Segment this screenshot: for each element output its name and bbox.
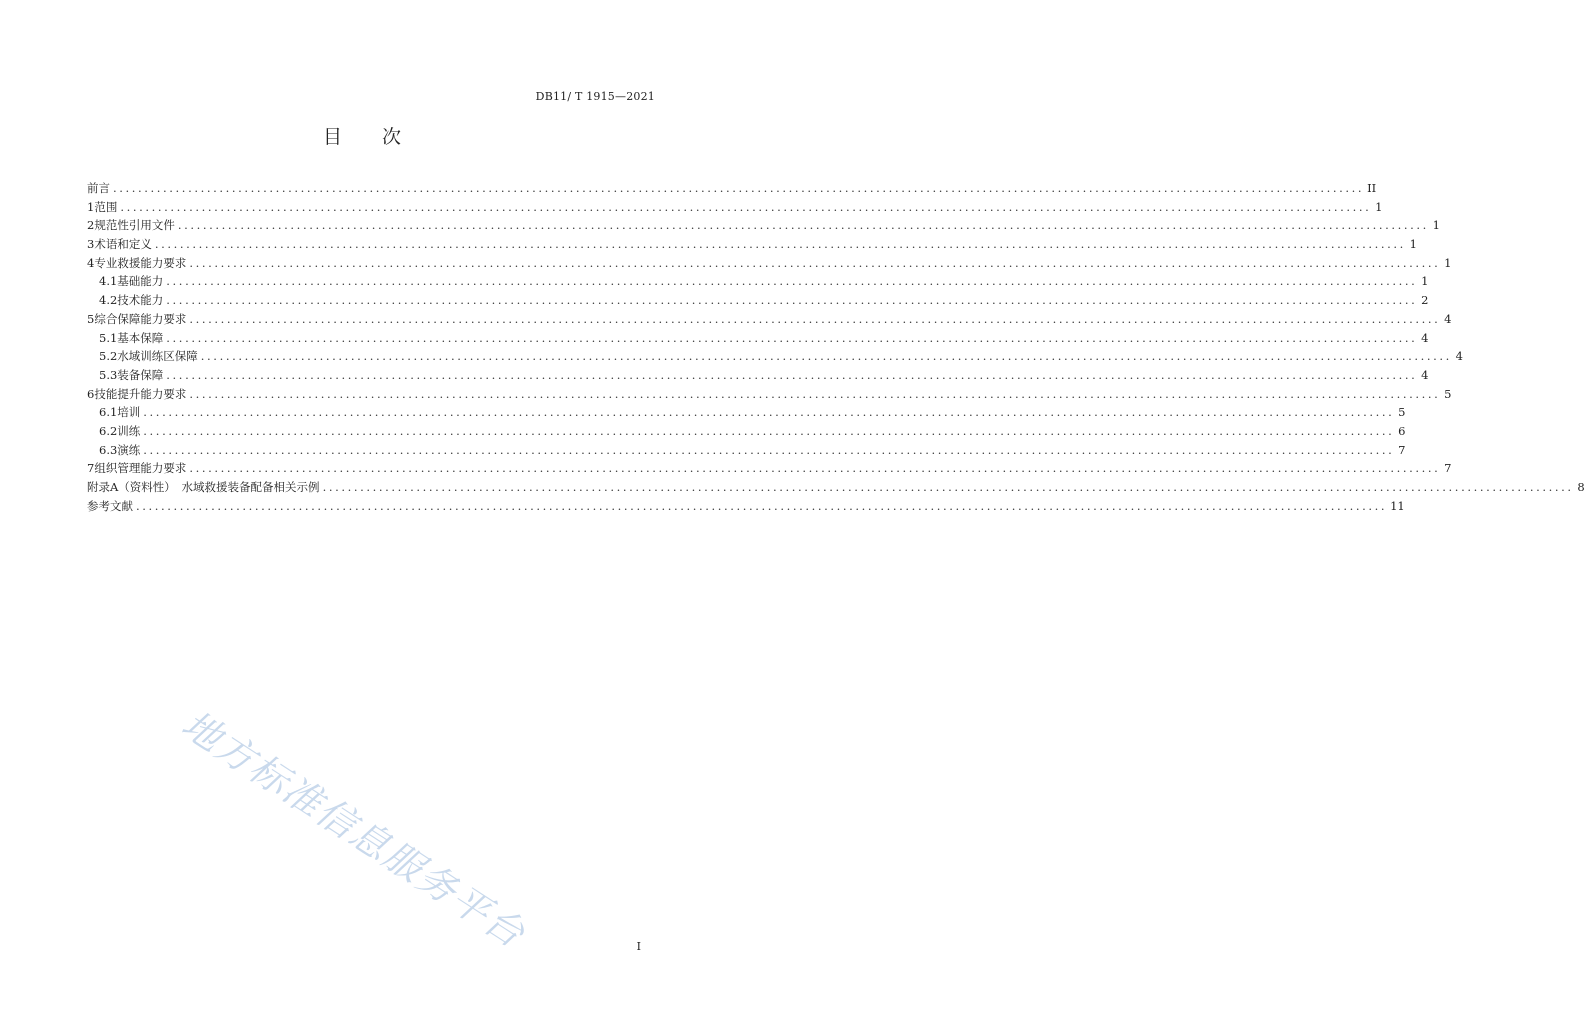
toc-leader-dots: ........................................................................................................................................................................................................: [113, 181, 1365, 195]
toc-entry-number: 4.1: [99, 274, 118, 289]
toc-entry-page: 4: [1455, 349, 1463, 364]
toc-entry-page: 8: [1577, 480, 1585, 494]
toc-entry-title: 参考文献: [87, 498, 133, 513]
toc-entry-title: 基本保障: [117, 330, 164, 345]
toc-entry[interactable]: [87, 273, 1429, 292]
toc-leader-dots: ........................................................................................................................................................................................................: [143, 423, 1395, 438]
toc-leader-dots: ........................................................................................................................................................................................................: [189, 461, 1441, 476]
table-of-contents: [87, 180, 1585, 516]
toc-entry-number: 3: [87, 237, 95, 252]
toc-entry-title: 水域训练区保障: [117, 349, 198, 364]
toc-entry[interactable]: [87, 311, 1452, 330]
toc-leader-dots: ........................................................................................................................................................................................................: [166, 367, 1418, 382]
toc-entry-page: 5: [1444, 386, 1452, 401]
toc-leader-dots: ........................................................................................................................................................................................................: [200, 349, 1452, 364]
toc-entry[interactable]: [87, 460, 1452, 479]
toc-entry-page: 4: [1421, 367, 1429, 382]
toc-entry-title: 专业救援能力要求: [94, 255, 187, 270]
toc-entry-page: 2: [1421, 293, 1429, 308]
toc-leader-dots: ........................................................................................................................................................................................................: [166, 293, 1418, 308]
toc-entry-page: 4: [1421, 330, 1429, 345]
toc-entry-number: 6.2: [99, 423, 118, 438]
toc-entry-page: 1: [1421, 274, 1429, 289]
toc-entry-number: 6: [87, 386, 95, 401]
toc-entry-title: 装备保障: [117, 367, 164, 382]
toc-entry-page: 4: [1444, 311, 1452, 326]
toc-entry-number: 4: [87, 255, 95, 270]
toc-entry[interactable]: [87, 180, 1377, 199]
toc-entry[interactable]: [87, 255, 1452, 274]
toc-entry-number: 5.1: [99, 330, 118, 345]
toc-leader-dots: ........................................................................................................................................................................................................: [143, 405, 1395, 420]
toc-leader-dots: ........................................................................................................................................................................................................: [120, 199, 1372, 214]
toc-entry-title: 规范性引用文件: [94, 218, 175, 233]
title-char-2: 次: [382, 126, 402, 148]
toc-leader-dots: ........................................................................................................................................................................................................: [177, 218, 1429, 233]
toc-entry-page: II: [1367, 181, 1377, 195]
toc-entry-title: 综合保障能力要求: [94, 311, 187, 326]
toc-entry-number: 7: [87, 461, 95, 476]
page-number: I: [636, 940, 641, 953]
toc-entry-page: 5: [1398, 405, 1406, 420]
toc-entry[interactable]: [87, 386, 1452, 405]
toc-entry-title: 前言: [87, 181, 110, 195]
toc-entry-number: 1: [87, 199, 95, 214]
toc-entry-number: 5.3: [99, 367, 118, 382]
toc-entry-number: 6.3: [99, 442, 118, 457]
toc-entry-title: 术语和定义: [94, 237, 152, 252]
toc-entry-title: 培训: [117, 405, 141, 420]
toc-leader-dots: ........................................................................................................................................................................................................: [154, 237, 1406, 252]
toc-entry-title: 附录A（资料性） 水域救援装备配备相关示例: [87, 480, 320, 494]
toc-entry-page: 1: [1444, 255, 1452, 270]
toc-leader-dots: ........................................................................................................................................................................................................: [143, 442, 1395, 457]
toc-leader-dots: ........................................................................................................................................................................................................: [166, 330, 1418, 345]
toc-entry-title: 技能提升能力要求: [94, 386, 187, 401]
toc-leader-dots: ........................................................................................................................................................................................................: [189, 255, 1441, 270]
toc-leader-dots: ........................................................................................................................................................................................................: [189, 311, 1441, 326]
toc-entry-page: 1: [1432, 218, 1440, 233]
toc-entry[interactable]: [87, 442, 1406, 461]
toc-entry-number: 5.2: [99, 349, 118, 364]
toc-leader-dots: ........................................................................................................................................................................................................: [166, 274, 1418, 289]
toc-entry-title: 范围: [94, 199, 118, 214]
toc-entry[interactable]: [87, 367, 1429, 386]
watermark: 地方标准信息服务平台: [174, 701, 534, 957]
toc-entry[interactable]: [87, 217, 1440, 236]
toc-entry-page: 7: [1398, 442, 1406, 457]
toc-entry[interactable]: [87, 236, 1417, 255]
toc-entry-page: 1: [1375, 199, 1383, 214]
toc-leader-dots: ........................................................................................................................................................................................................: [136, 498, 1388, 513]
toc-entry[interactable]: [87, 292, 1429, 311]
toc-entry-page: 11: [1390, 498, 1405, 513]
toc-entry-page: 1: [1409, 237, 1417, 252]
toc-leader-dots: ........................................................................................................................................................................................................: [322, 480, 1574, 494]
toc-entry-title: 技术能力: [117, 293, 164, 308]
toc-entry[interactable]: [87, 348, 1463, 367]
toc-entry-number: 6.1: [99, 405, 118, 420]
toc-entry-title: 训练: [117, 423, 141, 438]
title-char-1: 目: [322, 126, 342, 148]
toc-entry-number: 4.2: [99, 293, 118, 308]
document-code: DB11/ T 1915—2021: [535, 90, 655, 103]
toc-entry-title: 基础能力: [117, 274, 164, 289]
toc-entry-number: 2: [87, 218, 95, 233]
toc-entry[interactable]: [87, 423, 1406, 442]
toc-entry[interactable]: [87, 498, 1405, 517]
page-title: [0, 122, 724, 149]
toc-entry[interactable]: [87, 404, 1406, 423]
toc-entry-title: 组织管理能力要求: [94, 461, 187, 476]
toc-leader-dots: ........................................................................................................................................................................................................: [189, 386, 1441, 401]
toc-entry-number: 5: [87, 311, 95, 326]
toc-entry-title: 演练: [117, 442, 141, 457]
toc-entry[interactable]: [87, 199, 1383, 218]
toc-entry-page: 7: [1444, 461, 1452, 476]
toc-entry[interactable]: [87, 479, 1585, 498]
toc-entry[interactable]: [87, 330, 1429, 349]
toc-entry-page: 6: [1398, 423, 1406, 438]
